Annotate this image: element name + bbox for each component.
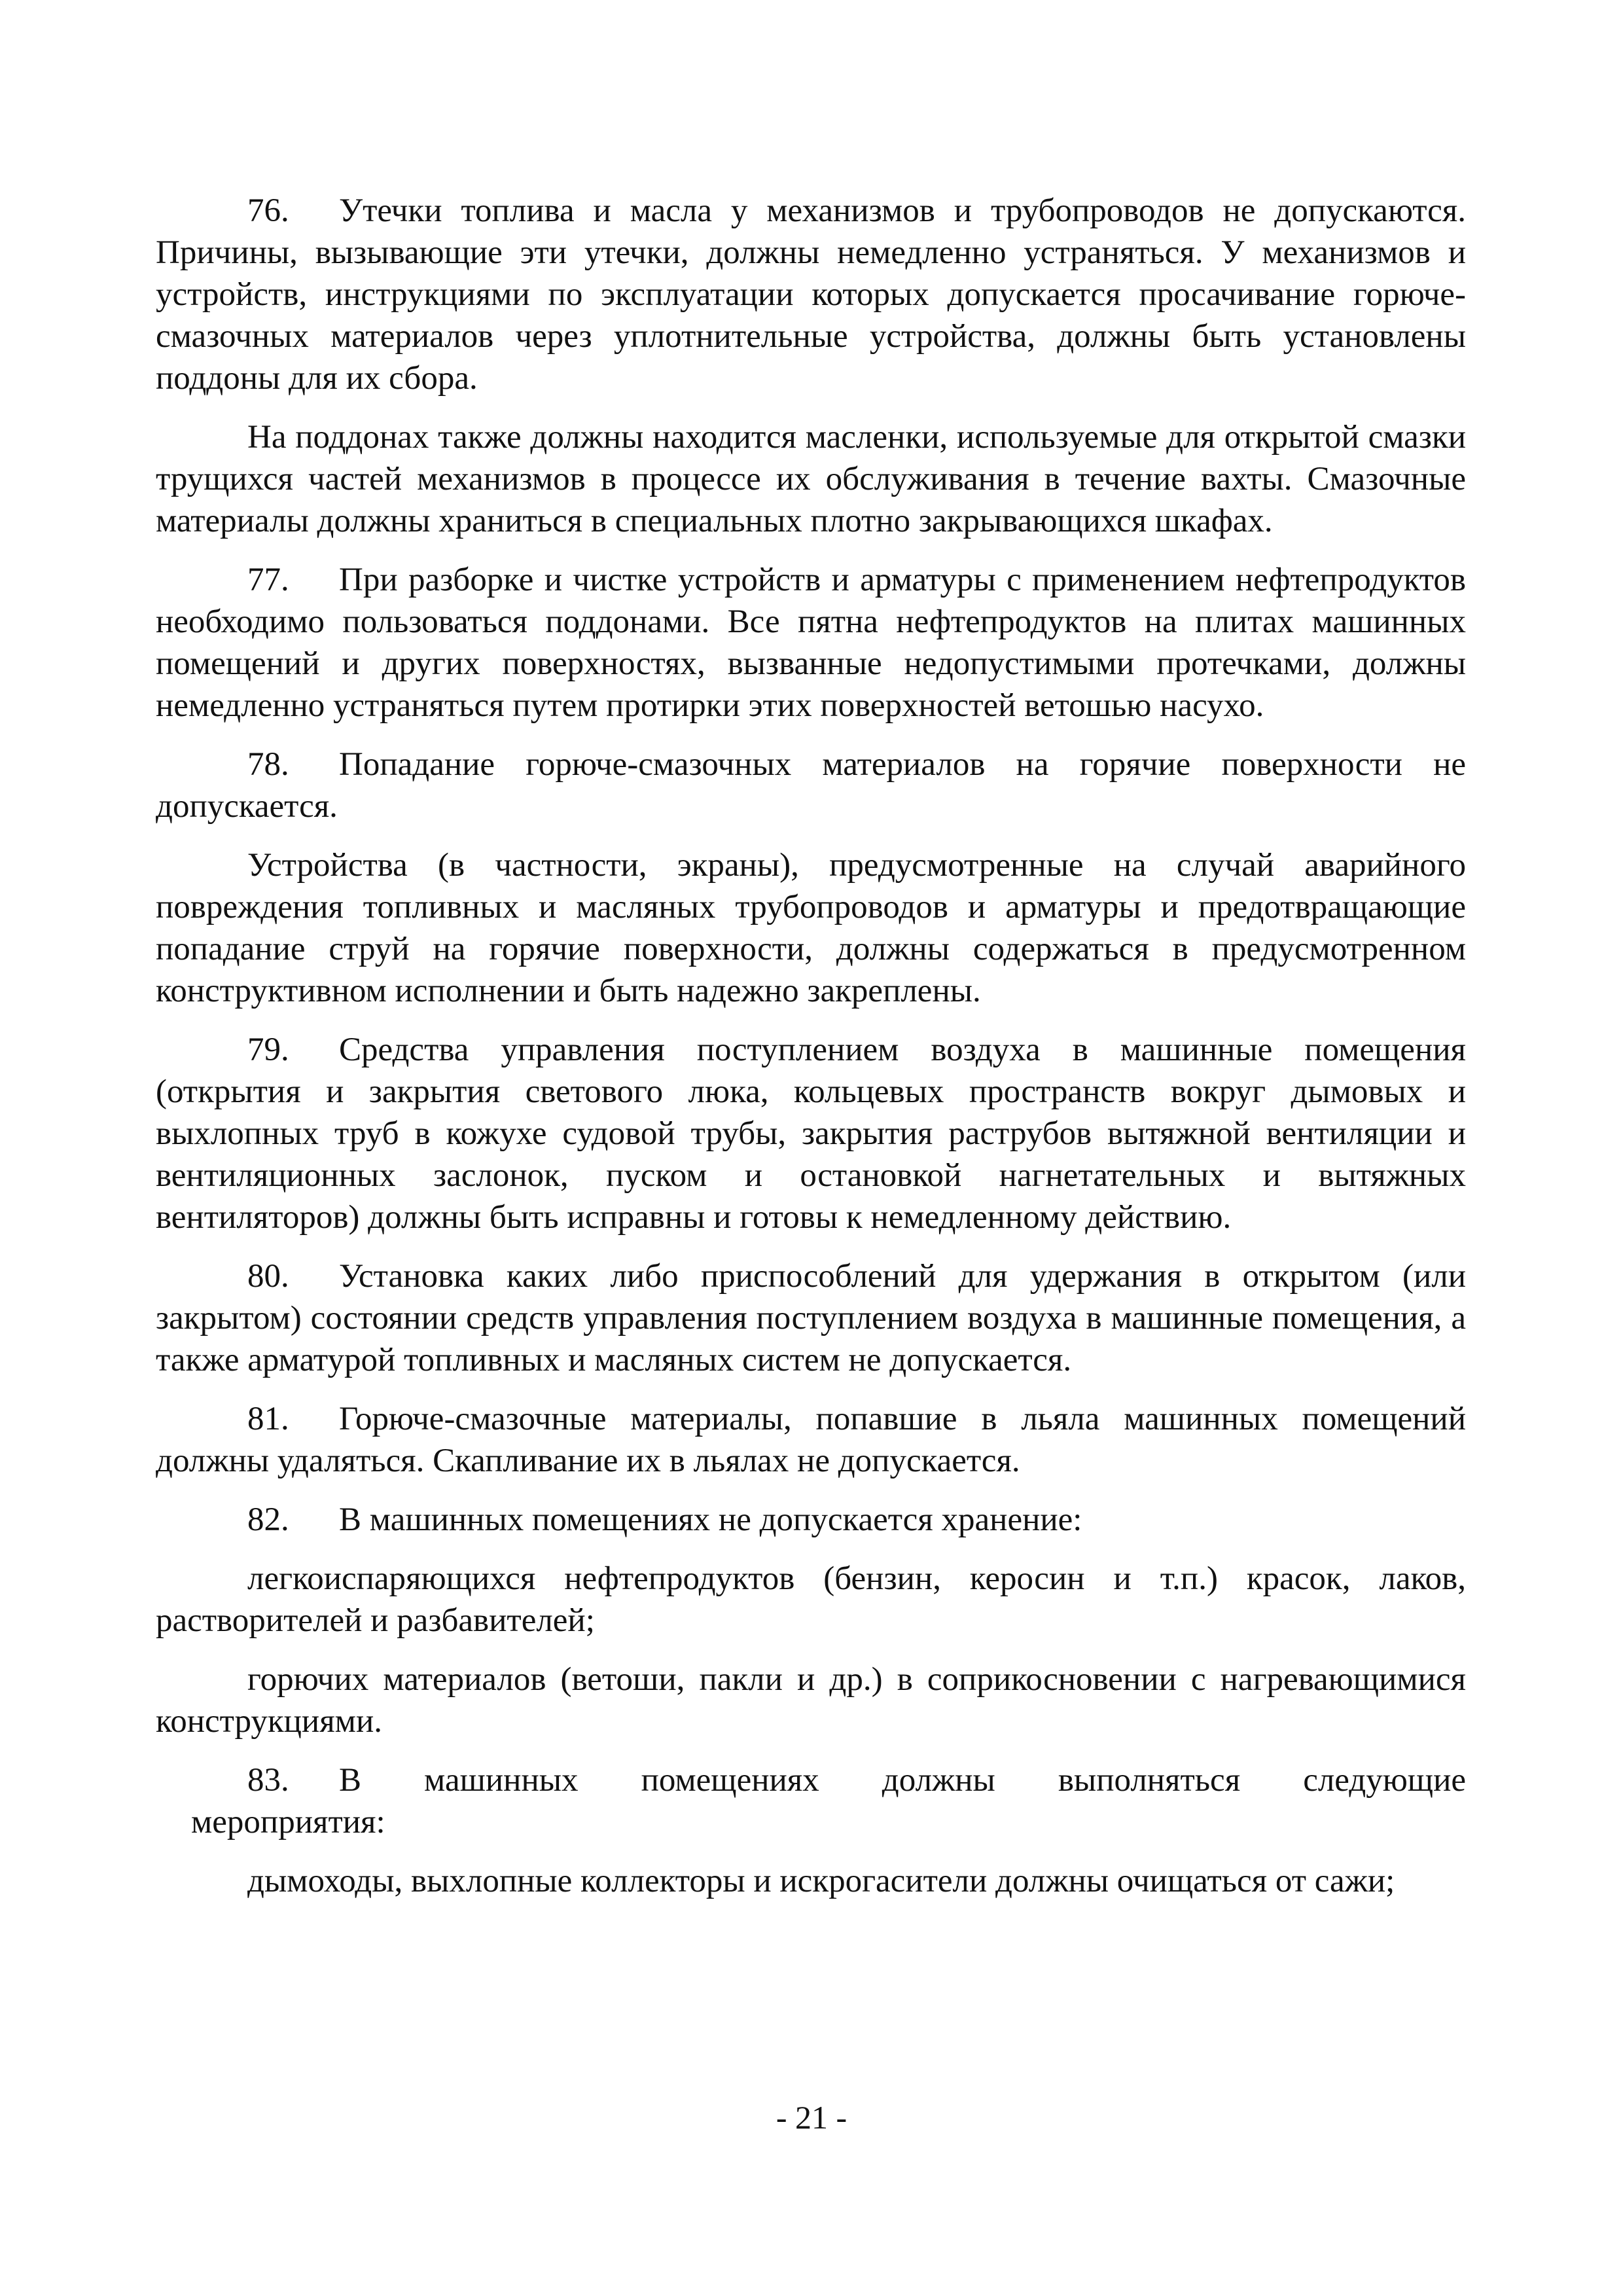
paragraph-82-item-combustible bbox=[156, 1659, 1466, 1742]
paragraph-79 bbox=[156, 1029, 1466, 1238]
paragraph-82 bbox=[156, 1499, 1466, 1541]
paragraph-83 bbox=[156, 1759, 1466, 1801]
paragraph-text: Устройства (в частности, экраны), предусмотренные на случай аварийного повреждения топливных и масляных трубопроводов и арматуры и предотвращающие попадание струй на горячие поверхности, должны содержаться в предусмотренном конструктивном исполнении и быть надежно закреплены. bbox=[156, 847, 1466, 1009]
paragraph-number: 82. bbox=[247, 1501, 289, 1538]
paragraph-text: дымоходы, выхлопные коллекторы и искрогасители должны очищаться от сажи; bbox=[247, 1863, 1395, 1899]
paragraph-text: горючих материалов (ветоши, пакли и др.) в соприкосновении с нагревающимися конструкциями. bbox=[156, 1661, 1466, 1740]
paragraph-text: Попадание горюче-смазочных материалов на горячие поверхности не допускается. bbox=[156, 746, 1466, 825]
paragraph-number: 83. bbox=[247, 1762, 289, 1799]
page-number: - 21 - bbox=[776, 2099, 847, 2136]
document-body bbox=[156, 190, 1466, 1919]
paragraph-text: Горюче-смазочные материалы, попавшие в льяла машинных помещений должны удаляться. Скапливание их в льялах не допускается. bbox=[156, 1401, 1466, 1479]
paragraph-78-devices bbox=[156, 844, 1466, 1012]
paragraph-number: 78. bbox=[247, 746, 289, 783]
paragraph-number: 79. bbox=[247, 1031, 289, 1068]
paragraph-text: На поддонах также должны находится масленки, используемые для открытой смазки трущихся частей механизмов в процессе их обслуживания в течение вахты. Смазочные материалы должны храниться в специальных плотно закрывающихся шкафах. bbox=[156, 419, 1466, 539]
paragraph-text: Установка каких либо приспособлений для удержания в открытом (или закрытом) состоянии средств управления поступлением воздуха в машинные помещения, а также арматурой топливных и масляных систем не допускается. bbox=[156, 1258, 1466, 1378]
paragraph-number: 76. bbox=[247, 192, 289, 229]
paragraph-76-oilers bbox=[156, 416, 1466, 542]
paragraph-80 bbox=[156, 1255, 1466, 1381]
paragraph-text: Утечки топлива и масла у механизмов и трубопроводов не допускаются. Причины, вызывающие эти утечки, должны немедленно устраняться. У механизмов и устройств, инструкциями по эксплуатации которых допускается просачивание горюче-смазочных материалов через уплотнительные устройства, должны быть установлены поддоны для их сбора. bbox=[156, 192, 1466, 397]
paragraph-number: 81. bbox=[247, 1401, 289, 1437]
paragraph-number: 80. bbox=[247, 1258, 289, 1295]
paragraph-83-continuation bbox=[156, 1801, 1466, 1843]
paragraph-text: При разборке и чистке устройств и арматуры с применением нефтепродуктов необходимо пользоваться поддонами. Все пятна нефтепродуктов на плитах машинных помещений и других поверхностях, вызванные недопустимыми протечками, должны немедленно устраняться путем протирки этих поверхностей ветошью насухо. bbox=[156, 562, 1466, 724]
paragraph-81 bbox=[156, 1398, 1466, 1482]
paragraph-78 bbox=[156, 744, 1466, 827]
paragraph-text: В машинных помещениях должны выполняться следующие bbox=[339, 1762, 1466, 1799]
paragraph-76 bbox=[156, 190, 1466, 399]
paragraph-text: Средства управления поступлением воздуха в машинные помещения (открытия и закрытия светового люка, кольцевых пространств вокруг дымовых и выхлопных труб в кожухе судовой трубы, закрытия раструбов вытяжной вентиляции и вентиляционных заслонок, пуском и остановкой нагнетательных и вытяжных вентиляторов) должны быть исправны и готовы к немедленному действию. bbox=[156, 1031, 1466, 1236]
paragraph-82-item-volatile bbox=[156, 1558, 1466, 1641]
paragraph-text: мероприятия: bbox=[191, 1804, 385, 1840]
paragraph-83-item-chimneys bbox=[156, 1860, 1466, 1902]
paragraph-number: 77. bbox=[247, 562, 289, 598]
paragraph-77 bbox=[156, 559, 1466, 726]
paragraph-text: В машинных помещениях не допускается хранение: bbox=[339, 1501, 1082, 1538]
paragraph-text: легкоиспаряющихся нефтепродуктов (бензин, керосин и т.п.) красок, лаков, растворителей и разбавителей; bbox=[156, 1560, 1466, 1639]
